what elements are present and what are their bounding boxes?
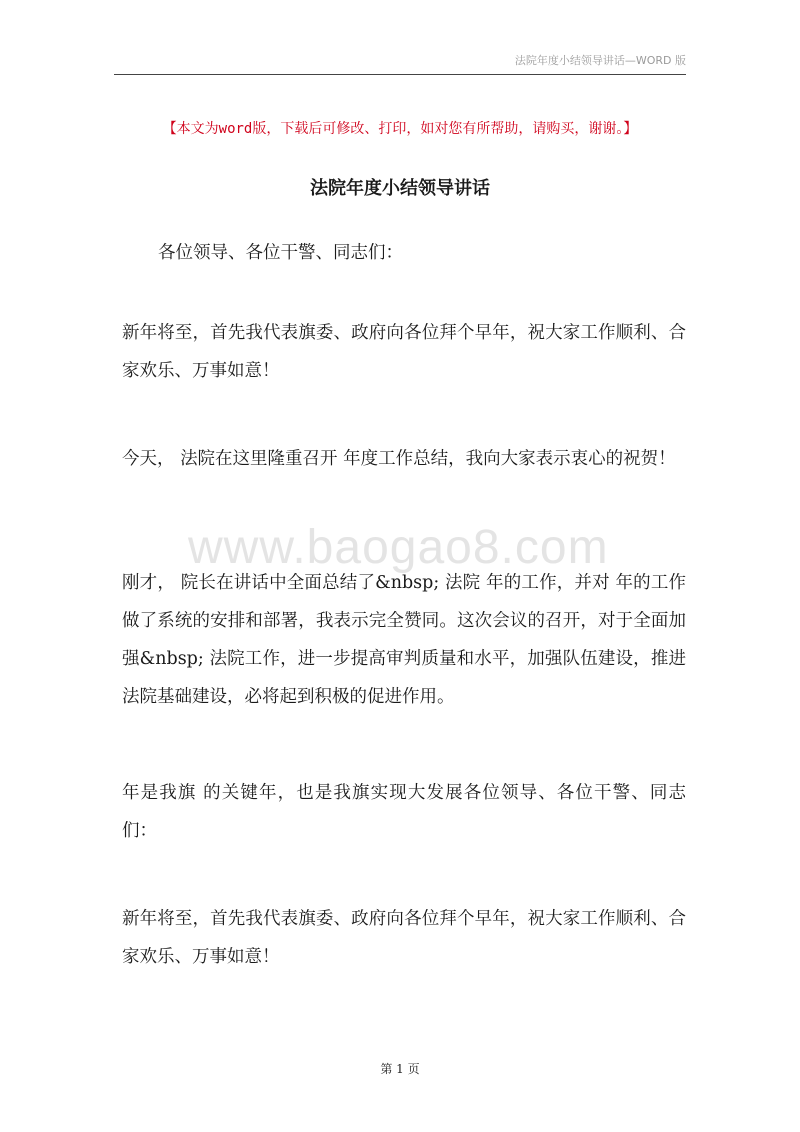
paragraph-new-year-repeat: 新年将至，首先我代表旗委、政府向各位拜个早年，祝大家工作顺利、合家欢乐、万事如意！ (122, 909, 686, 967)
paragraph-salutation: 各位领导、各位干警、同志们： (158, 243, 403, 263)
running-header: 法院年度小结领导讲话—WORD 版 (514, 54, 686, 67)
paragraph-president-speech: 刚才， 院长在讲话中全面总结了&nbsp; 法院 年的工作，并对 年的工作做了系统的安排和部署，我表示完全赞同。这次会议的召开，对于全面加强&nbsp; 法院工作，进一步提高审判质量和水平，加强队伍建设，推进法院基础建设，必将起到积极的促进作用。 (122, 573, 686, 707)
paragraph-key-year: 年是我旗 的关键年，也是我旗实现大发展各位领导、各位干警、同志们： (122, 783, 686, 841)
watermark: www.baogao8.com (188, 521, 609, 574)
purchase-notice: 【本文为word版，下载后可修改、打印，如对您有所帮助，请购买，谢谢。】 (162, 121, 638, 137)
page-number: 第 1 页 (380, 1062, 420, 1076)
paragraph-new-year: 新年将至，首先我代表旗委、政府向各位拜个早年，祝大家工作顺利、合家欢乐、万事如意！ (122, 323, 686, 381)
document-title: 法院年度小结领导讲话 (310, 178, 490, 199)
paragraph-congratulations: 今天， 法院在这里隆重召开 年度工作总结，我向大家表示衷心的祝贺！ (122, 449, 676, 469)
header-divider (114, 74, 686, 75)
